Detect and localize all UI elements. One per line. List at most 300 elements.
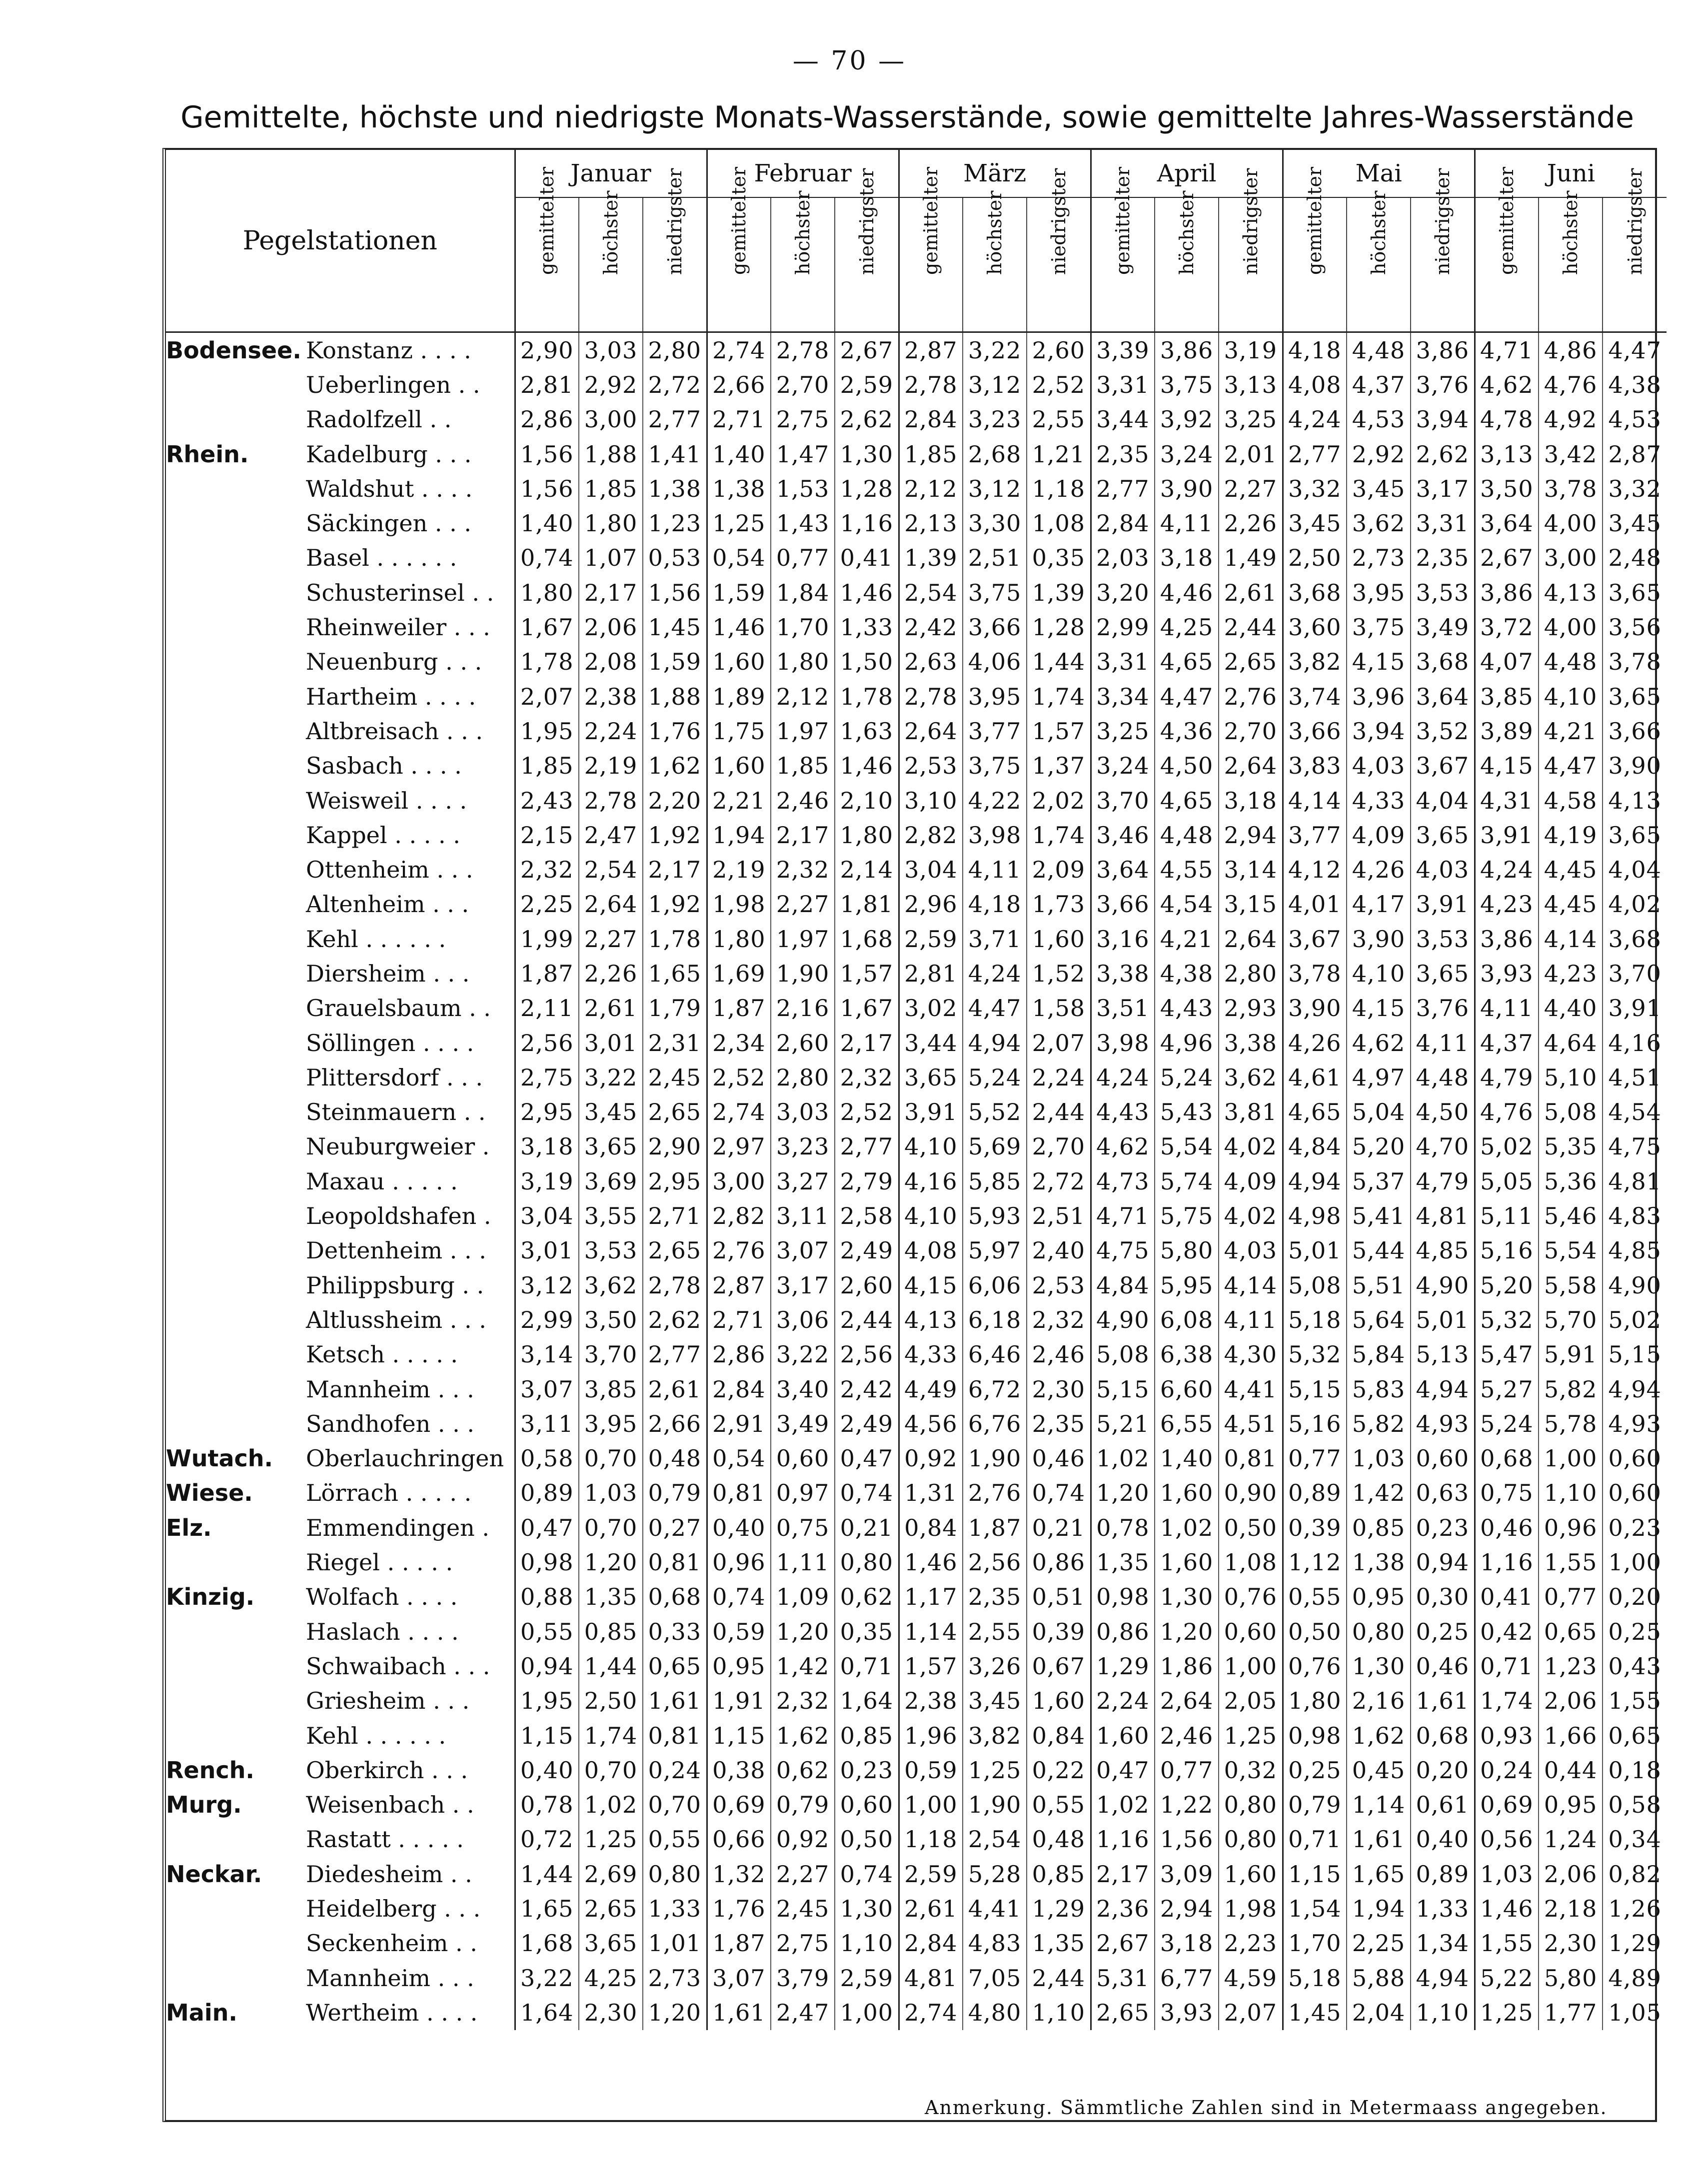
value-cell: 3,17: [1411, 471, 1475, 506]
value-cell: 4,47: [963, 991, 1027, 1026]
value-cell: 2,79: [835, 1164, 899, 1198]
value-cell: 0,20: [1411, 1753, 1475, 1787]
sub-column-label: niedrigster: [1431, 167, 1454, 275]
station-name: Waldshut . . . .: [306, 475, 473, 502]
value-cell: 1,55: [1539, 1545, 1603, 1579]
river-name: [166, 1302, 306, 1337]
sub-column-label: niedrigster: [855, 167, 878, 275]
value-cell: 3,10: [899, 783, 963, 818]
value-cell: 3,13: [1475, 437, 1539, 471]
value-cell: 1,80: [579, 506, 643, 540]
value-cell: 2,27: [1219, 471, 1283, 506]
value-cell: 4,41: [1219, 1372, 1283, 1406]
station-name: Sandhofen . . .: [306, 1410, 474, 1437]
value-cell: 0,80: [1347, 1614, 1411, 1649]
value-cell: 2,74: [707, 1095, 771, 1129]
value-cell: 0,89: [1283, 1476, 1347, 1510]
value-cell: 2,19: [707, 852, 771, 887]
value-cell: 3,18: [515, 1129, 579, 1164]
value-cell: 2,32: [771, 1684, 835, 1718]
value-cell: 1,42: [1347, 1476, 1411, 1510]
river-name: [166, 956, 306, 991]
value-cell: 4,25: [579, 1961, 643, 1995]
value-cell: 2,25: [1347, 1926, 1411, 1961]
value-cell: 1,12: [1283, 1545, 1347, 1579]
value-cell: 5,82: [1347, 1406, 1411, 1441]
value-cell: 0,34: [1603, 1822, 1667, 1857]
value-cell: 1,46: [899, 1545, 963, 1579]
value-cell: 2,95: [515, 1095, 579, 1129]
value-cell: 1,20: [579, 1545, 643, 1579]
station-name: Leopoldshafen .: [306, 1202, 491, 1230]
page-number: — 70 —: [792, 46, 907, 76]
value-cell: 4,97: [1347, 1060, 1411, 1094]
value-cell: 4,62: [1091, 1129, 1155, 1164]
table-row: [166, 471, 1667, 506]
value-cell: 3,95: [1347, 575, 1411, 610]
value-cell: 3,65: [899, 1060, 963, 1094]
value-cell: 0,74: [835, 1476, 899, 1510]
value-cell: 3,90: [1347, 922, 1411, 956]
value-cell: 1,90: [963, 1787, 1027, 1822]
value-cell: 2,77: [1091, 471, 1155, 506]
value-cell: 0,84: [1027, 1718, 1091, 1753]
value-cell: 3,77: [963, 714, 1027, 748]
sub-column-header: [643, 167, 707, 332]
value-cell: 1,50: [835, 645, 899, 679]
value-cell: 2,24: [1027, 1060, 1091, 1094]
value-cell: 2,71: [707, 402, 771, 437]
value-cell: 4,90: [1091, 1302, 1155, 1337]
value-cell: 2,99: [515, 1302, 579, 1337]
river-name: [166, 1961, 306, 1995]
station-name: Wolfach . . . .: [306, 1583, 458, 1611]
value-cell: 1,55: [1475, 1926, 1539, 1961]
value-cell: 4,31: [1475, 783, 1539, 818]
table-body: [166, 332, 1667, 2030]
value-cell: 6,55: [1155, 1406, 1219, 1441]
value-cell: 4,21: [1539, 714, 1603, 748]
sub-column-header: [963, 190, 1027, 332]
month-header: Mai: [1283, 150, 1475, 197]
table-row: [166, 1198, 1667, 1233]
table-row: [166, 1614, 1667, 1649]
value-cell: 1,17: [899, 1580, 963, 1614]
value-cell: 5,02: [1475, 1129, 1539, 1164]
station-name: Diersheim . . .: [306, 960, 470, 987]
value-cell: 4,71: [1091, 1198, 1155, 1233]
value-cell: 0,24: [1475, 1753, 1539, 1787]
value-cell: 0,18: [1603, 1753, 1667, 1787]
river-name: [166, 1164, 306, 1198]
value-cell: 1,68: [515, 1926, 579, 1961]
value-cell: 1,94: [707, 818, 771, 852]
value-cell: 5,20: [1347, 1129, 1411, 1164]
value-cell: 2,50: [1283, 541, 1347, 575]
sub-column-header: [1283, 166, 1347, 332]
value-cell: 2,86: [515, 402, 579, 437]
station-name: Oberkirch . . .: [306, 1756, 468, 1784]
value-cell: 0,58: [515, 1441, 579, 1476]
value-cell: 0,95: [1539, 1787, 1603, 1822]
value-cell: 2,13: [899, 506, 963, 540]
value-cell: 3,64: [1411, 679, 1475, 714]
value-cell: 5,97: [963, 1233, 1027, 1268]
river-name: [166, 887, 306, 922]
value-cell: 0,59: [707, 1614, 771, 1649]
month-header: Januar: [515, 150, 707, 197]
value-cell: 3,86: [1155, 332, 1219, 368]
value-cell: 4,65: [1155, 645, 1219, 679]
value-cell: 1,49: [1219, 541, 1283, 575]
value-cell: 4,30: [1219, 1337, 1283, 1372]
value-cell: 1,00: [835, 1995, 899, 2030]
value-cell: 1,61: [1411, 1684, 1475, 1718]
value-cell: 0,51: [1027, 1580, 1091, 1614]
table-row: [166, 1406, 1667, 1441]
sub-column-label: gemittelter: [728, 166, 750, 275]
value-cell: 0,47: [835, 1441, 899, 1476]
value-cell: 3,86: [1475, 922, 1539, 956]
value-cell: 3,02: [899, 991, 963, 1026]
value-cell: 3,38: [1091, 956, 1155, 991]
value-cell: 0,94: [515, 1649, 579, 1683]
value-cell: 4,13: [1603, 783, 1667, 818]
value-cell: 3,30: [963, 506, 1027, 540]
value-cell: 3,17: [771, 1268, 835, 1302]
sub-column-label: gemittelter: [536, 166, 558, 275]
value-cell: 1,16: [835, 506, 899, 540]
value-cell: 4,86: [1539, 332, 1603, 368]
value-cell: 3,16: [1091, 922, 1155, 956]
value-cell: 6,77: [1155, 1961, 1219, 1995]
table-row: [166, 1510, 1667, 1545]
value-cell: 4,61: [1283, 1060, 1347, 1094]
value-cell: 1,87: [515, 956, 579, 991]
table-row: [166, 541, 1667, 575]
value-cell: 0,47: [1091, 1753, 1155, 1787]
value-cell: 1,97: [771, 714, 835, 748]
value-cell: 1,30: [835, 437, 899, 471]
value-cell: 1,29: [1027, 1891, 1091, 1926]
value-cell: 0,77: [771, 541, 835, 575]
value-cell: 3,68: [1411, 645, 1475, 679]
value-cell: 5,20: [1475, 1268, 1539, 1302]
value-cell: 4,38: [1603, 367, 1667, 402]
value-cell: 2,20: [643, 783, 707, 818]
value-cell: 4,03: [1347, 749, 1411, 783]
value-cell: 4,00: [1539, 506, 1603, 540]
value-cell: 1,78: [835, 679, 899, 714]
value-cell: 1,30: [835, 1891, 899, 1926]
river-name: [166, 1095, 306, 1129]
value-cell: 3,65: [1603, 818, 1667, 852]
value-cell: 2,12: [899, 471, 963, 506]
value-cell: 3,18: [1155, 541, 1219, 575]
value-cell: 3,34: [1091, 679, 1155, 714]
value-cell: 4,08: [899, 1233, 963, 1268]
footnote: Anmerkung. Sämmtliche Zahlen sind in Metermaass angegeben.: [925, 2097, 1608, 2119]
value-cell: 4,11: [1219, 1302, 1283, 1337]
value-cell: 5,16: [1283, 1406, 1347, 1441]
value-cell: 3,52: [1411, 714, 1475, 748]
sub-column-header: [1155, 190, 1219, 332]
value-cell: 2,90: [643, 1129, 707, 1164]
month-header: Februar: [707, 150, 899, 197]
value-cell: 3,50: [579, 1302, 643, 1337]
value-cell: 4,41: [963, 1891, 1027, 1926]
value-cell: 3,65: [1411, 818, 1475, 852]
value-cell: 4,45: [1539, 887, 1603, 922]
river-name: [166, 818, 306, 852]
value-cell: 0,81: [707, 1476, 771, 1510]
value-cell: 2,74: [899, 1995, 963, 2030]
value-cell: 0,66: [707, 1822, 771, 1857]
value-cell: 3,91: [899, 1095, 963, 1129]
value-cell: 4,55: [1155, 852, 1219, 887]
river-name: [166, 506, 306, 540]
value-cell: 1,90: [963, 1441, 1027, 1476]
value-cell: 3,15: [1219, 887, 1283, 922]
table-row: [166, 1302, 1667, 1337]
value-cell: 0,60: [835, 1787, 899, 1822]
value-cell: 3,25: [1091, 714, 1155, 748]
table-row: [166, 645, 1667, 679]
value-cell: 3,00: [1539, 541, 1603, 575]
station-name: Wertheim . . . .: [306, 1999, 478, 2026]
value-cell: 2,87: [1603, 437, 1667, 471]
value-cell: 4,50: [1155, 749, 1219, 783]
value-cell: 0,96: [707, 1545, 771, 1579]
value-cell: 1,00: [1603, 1545, 1667, 1579]
value-cell: 0,60: [1603, 1476, 1667, 1510]
value-cell: 0,60: [1603, 1441, 1667, 1476]
value-cell: 0,86: [1091, 1614, 1155, 1649]
value-cell: 4,10: [1347, 956, 1411, 991]
value-cell: 3,23: [771, 1129, 835, 1164]
value-cell: 1,60: [1027, 922, 1091, 956]
value-cell: 4,94: [1411, 1372, 1475, 1406]
value-cell: 1,26: [1603, 1891, 1667, 1926]
value-cell: 1,80: [707, 922, 771, 956]
value-cell: 1,73: [1027, 887, 1091, 922]
value-cell: 0,79: [1283, 1787, 1347, 1822]
value-cell: 1,08: [1219, 1545, 1283, 1579]
sub-column-label: niedrigster: [1239, 167, 1262, 275]
value-cell: 4,22: [963, 783, 1027, 818]
value-cell: 0,25: [1603, 1614, 1667, 1649]
value-cell: 4,47: [1539, 749, 1603, 783]
value-cell: 0,32: [1219, 1753, 1283, 1787]
value-cell: 4,48: [1411, 1060, 1475, 1094]
value-cell: 0,86: [1027, 1545, 1091, 1579]
value-cell: 1,02: [1091, 1441, 1155, 1476]
value-cell: 0,55: [1027, 1787, 1091, 1822]
value-cell: 1,95: [515, 714, 579, 748]
value-cell: 4,79: [1411, 1164, 1475, 1198]
value-cell: 4,25: [1155, 610, 1219, 644]
station-name: Maxau . . . . .: [306, 1167, 458, 1195]
value-cell: 3,92: [1155, 402, 1219, 437]
value-cell: 3,67: [1283, 922, 1347, 956]
value-cell: 1,54: [1283, 1891, 1347, 1926]
sub-column-label: höchster: [1176, 190, 1198, 275]
station-name: Diedesheim . .: [306, 1860, 472, 1888]
table-row: [166, 1580, 1667, 1614]
value-cell: 1,55: [1603, 1684, 1667, 1718]
value-cell: 0,97: [771, 1476, 835, 1510]
value-cell: 4,78: [1475, 402, 1539, 437]
value-cell: 4,51: [1219, 1406, 1283, 1441]
value-cell: 1,85: [579, 471, 643, 506]
value-cell: 2,47: [579, 818, 643, 852]
value-cell: 5,24: [1475, 1406, 1539, 1441]
value-cell: 3,65: [1603, 679, 1667, 714]
value-cell: 2,84: [899, 402, 963, 437]
value-cell: 0,74: [707, 1580, 771, 1614]
value-cell: 2,82: [899, 818, 963, 852]
value-cell: 2,32: [835, 1060, 899, 1094]
sub-column-label: höchster: [1368, 190, 1390, 275]
value-cell: 1,33: [835, 610, 899, 644]
value-cell: 1,94: [1347, 1891, 1411, 1926]
station-name: Neuburgweier .: [306, 1133, 490, 1160]
value-cell: 3,72: [1475, 610, 1539, 644]
value-cell: 3,22: [515, 1961, 579, 1995]
value-cell: 1,98: [707, 887, 771, 922]
value-cell: 2,56: [835, 1337, 899, 1372]
station-name: Riegel . . . . .: [306, 1549, 453, 1576]
river-name: [166, 645, 306, 679]
station-name: Säckingen . . .: [306, 510, 471, 537]
value-cell: 2,84: [899, 1926, 963, 1961]
value-cell: 2,78: [899, 679, 963, 714]
value-cell: 0,35: [1027, 541, 1091, 575]
river-name: [166, 402, 306, 437]
value-cell: 3,38: [1219, 1026, 1283, 1060]
sub-column-label: gemittelter: [920, 166, 942, 275]
value-cell: 1,40: [707, 437, 771, 471]
value-cell: 5,16: [1475, 1233, 1539, 1268]
value-cell: 3,22: [963, 332, 1027, 368]
value-cell: 0,45: [1347, 1753, 1411, 1787]
value-cell: 3,27: [771, 1164, 835, 1198]
value-cell: 3,23: [963, 402, 1027, 437]
value-cell: 1,97: [771, 922, 835, 956]
value-cell: 1,60: [1155, 1476, 1219, 1510]
value-cell: 1,45: [1283, 1995, 1347, 2030]
value-cell: 1,14: [1347, 1787, 1411, 1822]
value-cell: 2,32: [771, 852, 835, 887]
value-cell: 1,65: [643, 956, 707, 991]
sub-column-label: niedrigster: [663, 167, 686, 275]
value-cell: 1,70: [771, 610, 835, 644]
value-cell: 0,74: [515, 541, 579, 575]
value-cell: 4,76: [1475, 1095, 1539, 1129]
value-cell: 0,95: [1347, 1580, 1411, 1614]
value-cell: 1,61: [1347, 1822, 1411, 1857]
value-cell: 3,68: [1603, 922, 1667, 956]
value-cell: 0,77: [1155, 1753, 1219, 1787]
value-cell: 3,75: [963, 749, 1027, 783]
value-cell: 3,18: [1155, 1926, 1219, 1961]
table-row: [166, 922, 1667, 956]
value-cell: 0,25: [1411, 1614, 1475, 1649]
value-cell: 4,24: [963, 956, 1027, 991]
value-cell: 2,62: [835, 402, 899, 437]
value-cell: 2,78: [579, 783, 643, 818]
table-row: [166, 1961, 1667, 1995]
value-cell: 3,42: [1539, 437, 1603, 471]
value-cell: 3,96: [1347, 679, 1411, 714]
table-row: [166, 1164, 1667, 1198]
value-cell: 3,77: [1283, 818, 1347, 852]
value-cell: 0,23: [1603, 1510, 1667, 1545]
value-cell: 2,62: [643, 1302, 707, 1337]
value-cell: 2,64: [1219, 749, 1283, 783]
value-cell: 5,02: [1603, 1302, 1667, 1337]
value-cell: 2,40: [1027, 1233, 1091, 1268]
value-cell: 2,23: [1219, 1926, 1283, 1961]
value-cell: 1,31: [899, 1476, 963, 1510]
value-cell: 2,75: [771, 402, 835, 437]
value-cell: 5,15: [1603, 1337, 1667, 1372]
station-name: Schusterinsel . .: [306, 579, 494, 606]
value-cell: 1,76: [643, 714, 707, 748]
value-cell: 0,76: [1219, 1580, 1283, 1614]
value-cell: 4,24: [1091, 1060, 1155, 1094]
river-name: [166, 679, 306, 714]
table-header: [166, 150, 1667, 332]
value-cell: 2,80: [643, 332, 707, 368]
value-cell: 1,42: [771, 1649, 835, 1683]
value-cell: 5,44: [1347, 1233, 1411, 1268]
sub-column-label: niedrigster: [1624, 167, 1646, 275]
value-cell: 4,96: [1155, 1026, 1219, 1060]
value-cell: 0,43: [1603, 1649, 1667, 1683]
value-cell: 2,69: [579, 1857, 643, 1891]
value-cell: 4,21: [1155, 922, 1219, 956]
value-cell: 2,76: [1219, 679, 1283, 714]
value-cell: 5,28: [963, 1857, 1027, 1891]
value-cell: 2,95: [643, 1164, 707, 1198]
value-cell: 3,32: [1603, 471, 1667, 506]
value-cell: 1,11: [771, 1545, 835, 1579]
value-cell: 5,74: [1155, 1164, 1219, 1198]
value-cell: 2,55: [1027, 402, 1091, 437]
value-cell: 2,30: [579, 1995, 643, 2030]
value-cell: 4,11: [1155, 506, 1219, 540]
value-cell: 0,40: [1411, 1822, 1475, 1857]
river-name: [166, 367, 306, 402]
value-cell: 2,61: [643, 1372, 707, 1406]
value-cell: 5,43: [1155, 1095, 1219, 1129]
table-row: [166, 1268, 1667, 1302]
value-cell: 2,71: [643, 1198, 707, 1233]
value-cell: 0,60: [1219, 1614, 1283, 1649]
station-name: Schwaibach . . .: [306, 1652, 490, 1680]
value-cell: 1,62: [643, 749, 707, 783]
table-row: [166, 1684, 1667, 1718]
value-cell: 1,57: [899, 1649, 963, 1683]
value-cell: 3,90: [1283, 991, 1347, 1026]
table-row: [166, 1649, 1667, 1683]
table-row: [166, 1233, 1667, 1268]
value-cell: 1,91: [707, 1684, 771, 1718]
value-cell: 1,40: [515, 506, 579, 540]
value-cell: 1,30: [1155, 1580, 1219, 1614]
value-cell: 4,09: [1219, 1164, 1283, 1198]
